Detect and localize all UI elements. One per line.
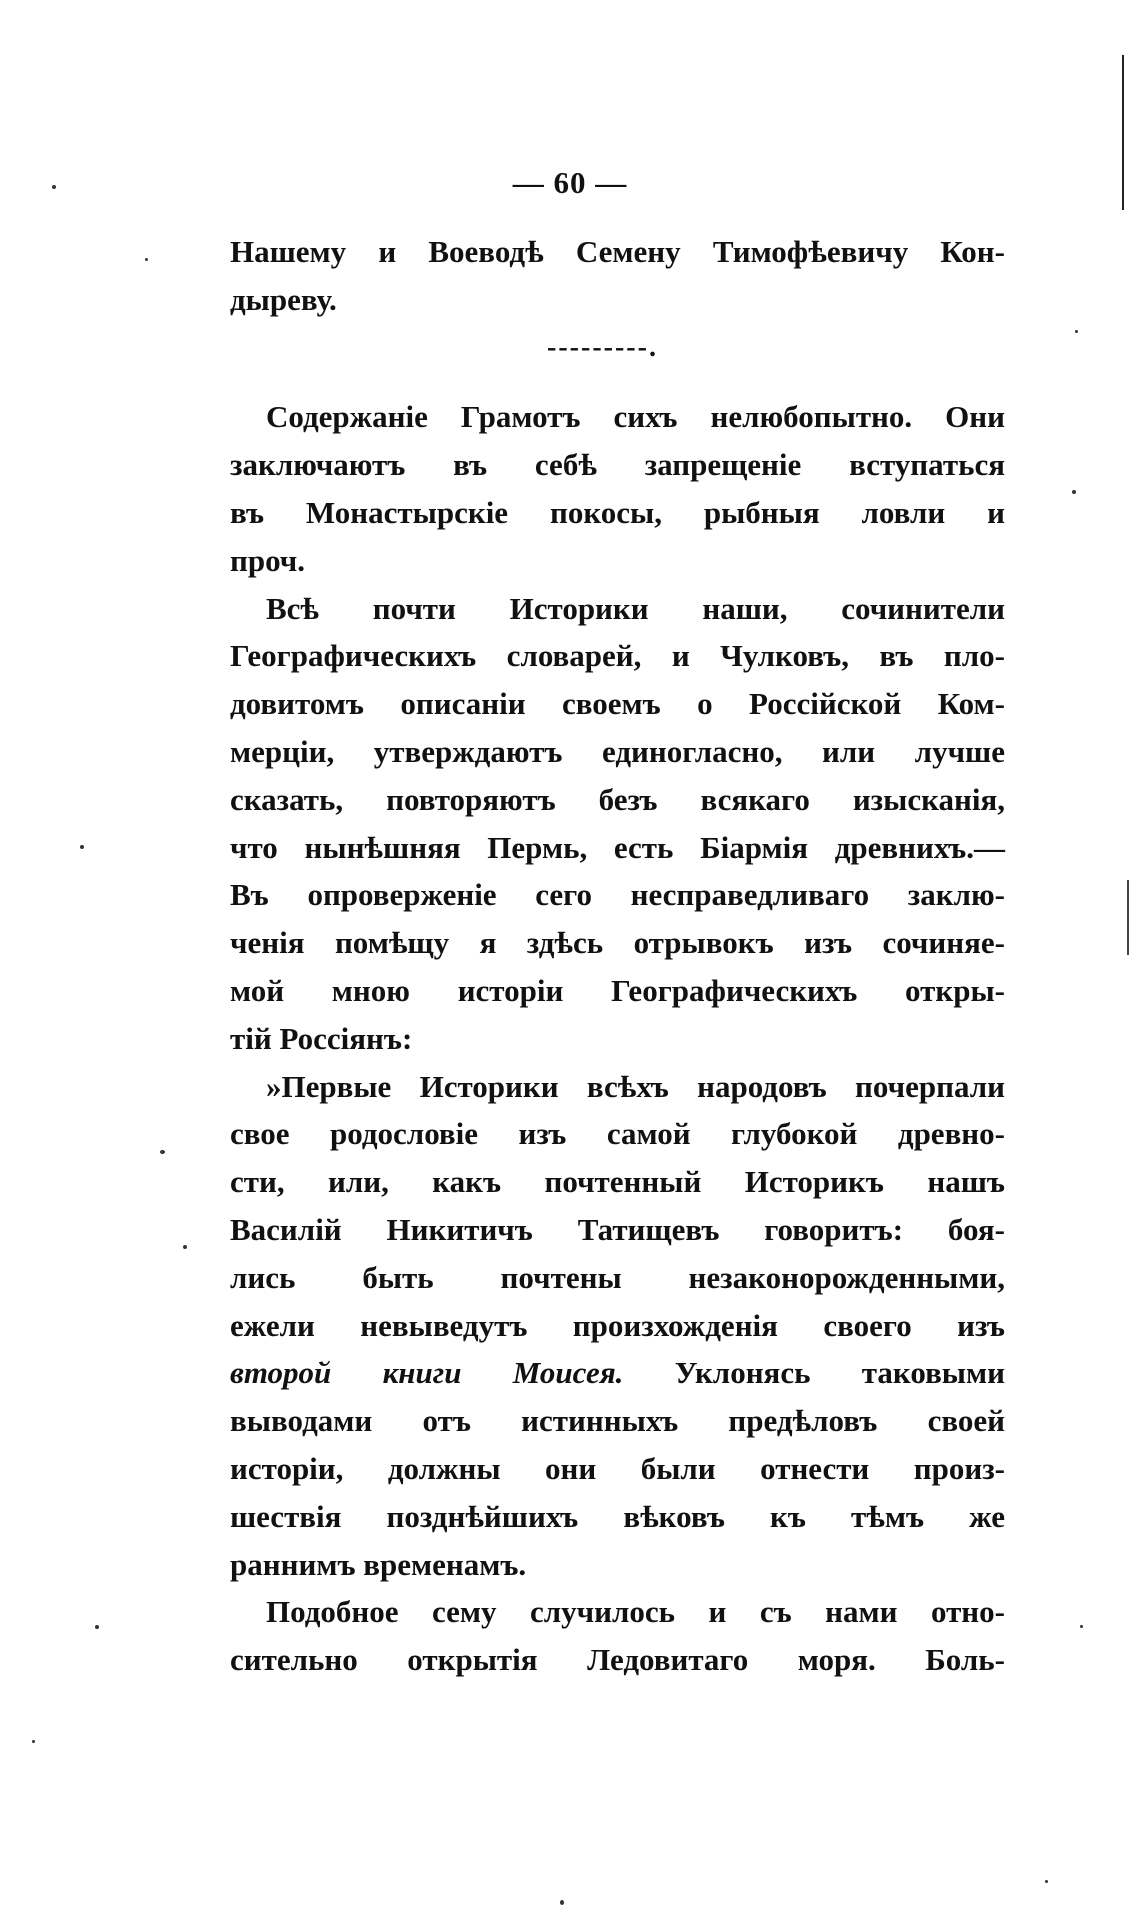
scan-speck xyxy=(145,258,148,261)
text-line: сительно открытія Ледовитаго моря. Боль- xyxy=(230,1642,1005,1678)
text-line: ежели невыведутъ произхожденія своего изъ xyxy=(230,1307,1005,1343)
text-line: сказать, повторяютъ безъ всякаго изысканія, xyxy=(230,781,1005,817)
page-number: — 60 — xyxy=(512,165,628,200)
body-text xyxy=(230,228,1005,1684)
text-line: тій Россіянъ: xyxy=(230,1020,413,1056)
scan-speck xyxy=(183,1245,187,1249)
paragraph-first-line: Всѣ почти Историки наши, сочинители xyxy=(266,590,1005,626)
text-line: выводами отъ истинныхъ предѣловъ своей xyxy=(230,1403,1005,1439)
page-edge-mark xyxy=(1127,880,1129,955)
paragraph-first-line: Подобное сему случилось и съ нами отно- xyxy=(266,1594,1005,1630)
text-line: дыреву. xyxy=(230,281,337,317)
text-line: Нашему и Воеводѣ Семену Тимофѣевичу Кон- xyxy=(230,234,1005,269)
text-line: свое родословіе изъ самой глубокой древно- xyxy=(230,1116,1005,1152)
text-line: что нынѣшняя Пермь, есть Біармія древнихъ.— xyxy=(230,829,1005,865)
text-line: раннимъ временамъ. xyxy=(230,1546,527,1582)
text-fragment: Уклонясь таковыми xyxy=(623,1355,1005,1391)
scan-speck xyxy=(1075,330,1078,333)
scan-speck xyxy=(32,1740,35,1743)
section-divider: ---------. xyxy=(547,331,658,363)
text-line: шествія позднѣйшихъ вѣковъ къ тѣмъ же xyxy=(230,1498,1005,1534)
text-line: Географическихъ словарей, и Чулковъ, въ пло- xyxy=(230,638,1005,674)
text-line: ченія помѣщу я здѣсь отрывокъ изъ сочиняе- xyxy=(230,925,1005,961)
text-line: довитомъ описаніи своемъ о Россійской Ком- xyxy=(230,686,1005,722)
scan-speck xyxy=(80,845,84,849)
scan-speck xyxy=(560,1900,564,1905)
scan-speck xyxy=(1080,1625,1083,1628)
scan-speck xyxy=(95,1625,99,1629)
scan-speck xyxy=(1072,490,1076,494)
text-line-with-italic xyxy=(230,1349,1005,1397)
text-line: мерціи, утверждаютъ единогласно, или лучше xyxy=(230,733,1005,769)
text-line: въ Монастырскіе покосы, рыбныя ловли и xyxy=(230,494,1005,530)
text-line: мой мною исторіи Географическихъ откры- xyxy=(230,972,1005,1008)
text-line: Въ опроверженіе сего несправедливаго заклю- xyxy=(230,877,1005,913)
text-line: лись быть почтены незаконорожденными, xyxy=(230,1259,1005,1295)
text-line: сти, или, какъ почтенный Историкъ нашъ xyxy=(230,1164,1005,1200)
text-line: заключаютъ въ себѣ запрещеніе вступаться xyxy=(230,447,1005,483)
text-line: исторіи, должны они были отнести произ- xyxy=(230,1450,1005,1486)
text-line: проч. xyxy=(230,542,306,578)
scan-speck xyxy=(160,1150,165,1154)
text-line: Василій Никитичъ Татищевъ говоритъ: боя- xyxy=(230,1211,1005,1247)
scan-speck xyxy=(1045,1880,1048,1883)
quote-first-line: »Первые Историки всѣхъ народовъ почерпали xyxy=(266,1068,1005,1104)
paragraph-first-line: Содержаніе Грамотъ сихъ нелюбопытно. Они xyxy=(266,399,1005,435)
scan-speck xyxy=(52,185,56,189)
italic-citation: второй книги Моисея. xyxy=(230,1355,624,1391)
